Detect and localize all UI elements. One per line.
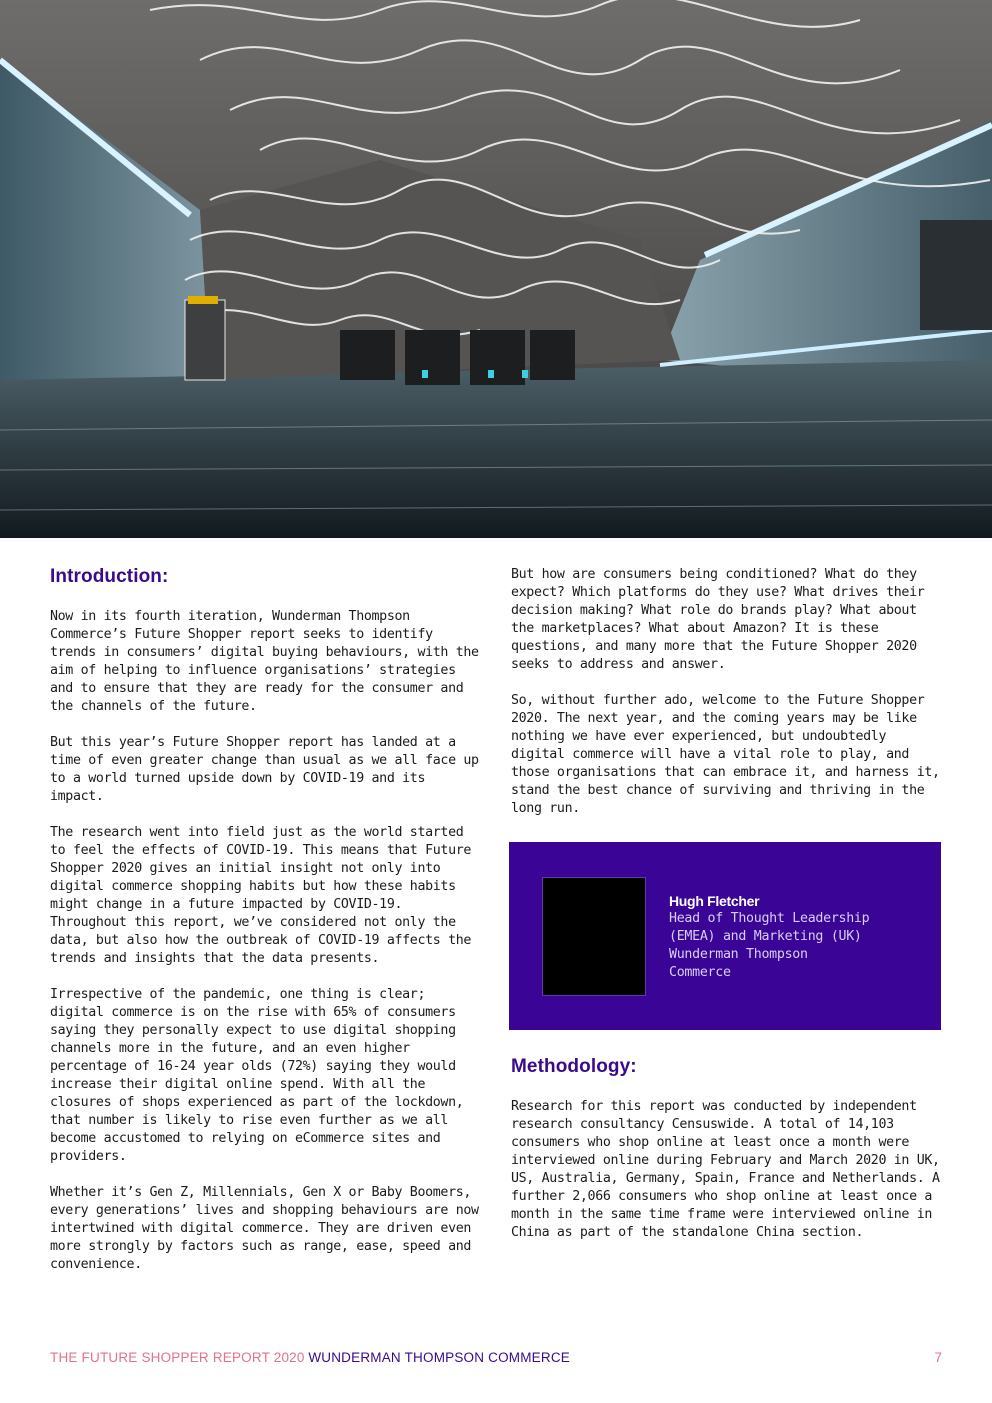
right-paragraph-2: So, without further ado, welcome to the Future Shopper 2020. The next year, and the coming years may be like nothing we have ever experienced, but undoubtedly digital commerce will have a vital role to play, and those organisations that can embrace it, and harness it, stand the best chance of surviving and thriving in the long run. — [511, 693, 940, 816]
author-name: Hugh Fletcher — [669, 893, 760, 909]
page-number: 7 — [934, 1350, 942, 1365]
author-title-line-2: (EMEA) and Marketing (UK) — [669, 929, 862, 944]
page-footer — [50, 1350, 942, 1370]
intro-paragraph-1: Now in its fourth iteration, Wunderman Thompson Commerce’s Future Shopper report seeks to identify trends in consumers’ digital buying behaviours, with the aim of helping to influence organisations’ strategies and to ensure that they are ready for the consumer and the channels of the future. — [50, 609, 479, 714]
methodology-section — [511, 1056, 943, 1260]
author-company-line-1: Wunderman Thompson — [669, 947, 808, 962]
author-photo — [542, 877, 646, 996]
author-company-line-2: Commerce — [669, 965, 731, 980]
footer-report-title: THE FUTURE SHOPPER REPORT 2020 — [50, 1350, 305, 1365]
methodology-paragraph: Research for this report was conducted by independent research consultancy Censuswide. A total of 14,103 consumers who shop online at least once a month were interviewed online during February and March 2020 in UK, US, Australia, Germany, Spain, France and Netherlands. A further 2,066 consumers who shop online at least once a month in the same time frame were interviewed online in China as part of the standalone China section. — [511, 1099, 940, 1240]
author-title-line-1: Head of Thought Leadership — [669, 911, 870, 926]
footer-company-name: WUNDERMAN THOMPSON COMMERCE — [308, 1350, 570, 1365]
hero-image — [0, 0, 992, 538]
introduction-heading: Introduction: — [50, 566, 169, 587]
intro-paragraph-4: Irrespective of the pandemic, one thing is clear; digital commerce is on the rise with 65% of consumers saying they personally expect to use digital shopping channels more in the future, and an even higher percentage of 16-24 year olds (72%) saying they would increase their digital online spend. With all the closures of shops experienced as part of the lockdown, that number is likely to rise even further as we all become accustomed to relying on eCommerce sites and providers. — [50, 987, 464, 1164]
intro-paragraph-5: Whether it’s Gen Z, Millennials, Gen X or Baby Boomers, every generations’ lives and shopping behaviours are now intertwined with digital commerce. They are driven even more strongly by factors such as range, ease, speed and convenience. — [50, 1185, 479, 1272]
right-column — [511, 566, 943, 836]
intro-paragraph-2: But this year’s Future Shopper report has landed at a time of even greater change than usual as we all face up to a world turned upside down by COVID-19 and its impact. — [50, 735, 479, 804]
author-details — [669, 892, 929, 982]
author-profile-card — [509, 842, 941, 1030]
right-paragraph-1: But how are consumers being conditioned? What do they expect? Which platforms do they use? What drives their decision making? What role do brands play? What about the marketplaces? What about Amazon? It is these questions, and many more that the Future Shopper 2020 seeks to address and answer. — [511, 567, 925, 672]
subway-station-light-installation-icon — [0, 0, 992, 538]
intro-paragraph-3: The research went into field just as the world started to feel the effects of COVID-19. This means that Future Shopper 2020 gives an initial insight not only into digital commerce shopping habits but how these habits might change in a future impacted by COVID-19. Throughout this report, we’ve considered not only the data, but also how the outbreak of COVID-19 affects the trends and insights that the data presents. — [50, 825, 472, 966]
methodology-heading: Methodology: — [511, 1056, 637, 1077]
introduction-column — [50, 566, 482, 1292]
